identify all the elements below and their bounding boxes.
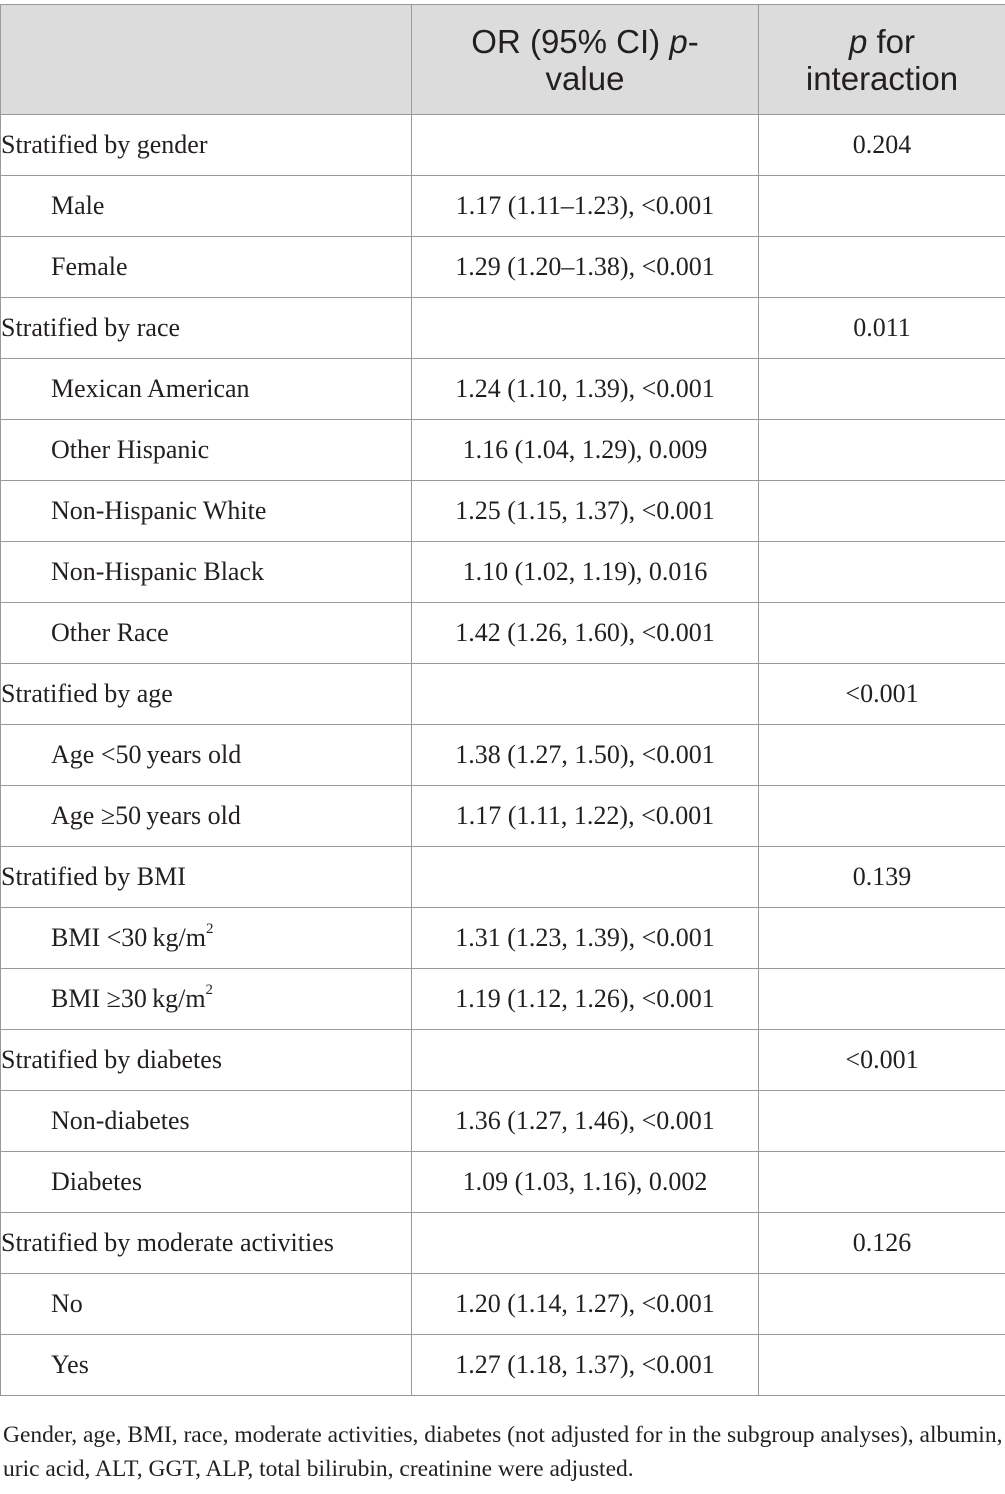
p-interaction-cell: 0.204 [759, 115, 1005, 176]
p-interaction-cell [759, 481, 1005, 542]
row-label: Stratified by gender [1, 130, 208, 159]
subgroup-label-cell [1, 176, 412, 237]
table-row [1, 603, 1005, 664]
header-or-line2: value [545, 59, 625, 97]
subgroup-label-cell [1, 359, 412, 420]
header-row [1, 5, 1005, 115]
table-row [1, 1091, 1005, 1152]
or-ci-p-cell: 1.27 (1.18, 1.37), <0.001 [412, 1335, 759, 1396]
header-pint-p: p [848, 22, 868, 60]
row-label: Age <50 years old [51, 740, 242, 769]
table-footnote: Gender, age, BMI, race, moderate activities, diabetes (not adjusted for in the subgroup analyses), albumin, uric acid, ALT, GGT, ALP, total bilirubin, creatinine were adjusted. [3, 1422, 1003, 1482]
table-row [1, 298, 1005, 359]
p-interaction-cell [759, 1152, 1005, 1213]
row-label: BMI ≥30 kg/m [51, 984, 206, 1013]
table-row [1, 725, 1005, 786]
row-label: Stratified by race [1, 313, 181, 342]
header-or-suffix: - [687, 22, 699, 60]
table-body [1, 115, 1005, 1396]
group-label-cell [1, 115, 412, 176]
or-ci-p-cell: 1.16 (1.04, 1.29), 0.009 [412, 420, 759, 481]
row-label: Other Race [51, 618, 169, 647]
or-ci-p-cell: 1.10 (1.02, 1.19), 0.016 [412, 542, 759, 603]
group-label-cell [1, 664, 412, 725]
subgroup-label-cell [1, 481, 412, 542]
or-ci-p-cell [412, 847, 759, 908]
subgroup-label-cell [1, 1152, 412, 1213]
p-interaction-cell: 0.126 [759, 1213, 1005, 1274]
table-row [1, 786, 1005, 847]
header-or-prefix: OR (95% CI) [471, 22, 670, 60]
row-label: Stratified by diabetes [1, 1045, 222, 1074]
table-row [1, 176, 1005, 237]
p-interaction-cell [759, 786, 1005, 847]
table-row [1, 420, 1005, 481]
or-ci-p-cell: 1.24 (1.10, 1.39), <0.001 [412, 359, 759, 420]
or-ci-p-cell: 1.20 (1.14, 1.27), <0.001 [412, 1274, 759, 1335]
row-label: No [51, 1289, 83, 1318]
p-interaction-cell [759, 969, 1005, 1030]
header-p-interaction-cell [759, 5, 1005, 115]
row-label: Non-Hispanic Black [51, 557, 265, 586]
row-label: Non-Hispanic White [51, 496, 267, 525]
p-interaction-cell [759, 420, 1005, 481]
or-ci-p-cell: 1.38 (1.27, 1.50), <0.001 [412, 725, 759, 786]
subgroup-label-cell [1, 1274, 412, 1335]
header-label-cell [1, 5, 412, 115]
or-ci-p-cell [412, 115, 759, 176]
group-label-cell [1, 1030, 412, 1091]
header-or-cell [412, 5, 759, 115]
or-ci-p-cell: 1.17 (1.11–1.23), <0.001 [412, 176, 759, 237]
table-row [1, 908, 1005, 969]
row-label-superscript: 2 [205, 921, 214, 937]
row-label: Age ≥50 years old [51, 801, 241, 830]
or-ci-p-cell [412, 298, 759, 359]
row-label: Stratified by moderate activities [1, 1228, 334, 1257]
table-row [1, 1213, 1005, 1274]
table-row [1, 481, 1005, 542]
p-interaction-cell [759, 359, 1005, 420]
p-interaction-cell [759, 542, 1005, 603]
or-ci-p-cell: 1.29 (1.20–1.38), <0.001 [412, 237, 759, 298]
table-row [1, 1335, 1005, 1396]
p-interaction-cell [759, 1274, 1005, 1335]
row-label: Yes [51, 1350, 89, 1379]
subgroup-label-cell [1, 603, 412, 664]
or-ci-p-cell: 1.36 (1.27, 1.46), <0.001 [412, 1091, 759, 1152]
p-interaction-cell: 0.011 [759, 298, 1005, 359]
header-pint-line2: interaction [805, 59, 959, 97]
p-interaction-cell [759, 725, 1005, 786]
row-label: Mexican American [51, 374, 250, 403]
or-ci-p-cell: 1.09 (1.03, 1.16), 0.002 [412, 1152, 759, 1213]
row-label: Diabetes [51, 1167, 142, 1196]
table-row [1, 359, 1005, 420]
subgroup-label-cell [1, 908, 412, 969]
table-row [1, 664, 1005, 725]
header-or-p: p [669, 22, 688, 60]
row-label: Female [51, 252, 128, 281]
p-interaction-cell [759, 1091, 1005, 1152]
row-label: Stratified by BMI [1, 862, 186, 891]
p-interaction-cell [759, 908, 1005, 969]
table-row [1, 969, 1005, 1030]
or-ci-p-cell: 1.42 (1.26, 1.60), <0.001 [412, 603, 759, 664]
or-ci-p-cell: 1.25 (1.15, 1.37), <0.001 [412, 481, 759, 542]
subgroup-label-cell [1, 725, 412, 786]
p-interaction-cell [759, 237, 1005, 298]
table-row [1, 847, 1005, 908]
subgroup-label-cell [1, 786, 412, 847]
subgroup-label-cell [1, 420, 412, 481]
p-interaction-cell: <0.001 [759, 664, 1005, 725]
group-label-cell [1, 847, 412, 908]
table-row [1, 1152, 1005, 1213]
table-row [1, 1030, 1005, 1091]
subgroup-label-cell [1, 1091, 412, 1152]
p-interaction-cell: 0.139 [759, 847, 1005, 908]
or-ci-p-cell [412, 664, 759, 725]
row-label-superscript: 2 [205, 982, 214, 998]
header-pint-suffix: for [867, 22, 916, 60]
or-ci-p-cell: 1.31 (1.23, 1.39), <0.001 [412, 908, 759, 969]
subgroup-analysis-table [0, 4, 1005, 1396]
row-label: Stratified by age [1, 679, 173, 708]
row-label: Other Hispanic [51, 435, 210, 464]
or-ci-p-cell: 1.17 (1.11, 1.22), <0.001 [412, 786, 759, 847]
row-label: BMI <30 kg/m [51, 923, 206, 952]
table-row [1, 115, 1005, 176]
table-row [1, 237, 1005, 298]
subgroup-label-cell [1, 969, 412, 1030]
or-ci-p-cell: 1.19 (1.12, 1.26), <0.001 [412, 969, 759, 1030]
p-interaction-cell: <0.001 [759, 1030, 1005, 1091]
row-label: Male [51, 191, 105, 220]
subgroup-label-cell [1, 237, 412, 298]
group-label-cell [1, 298, 412, 359]
subgroup-label-cell [1, 542, 412, 603]
table-row [1, 542, 1005, 603]
subgroup-label-cell [1, 1335, 412, 1396]
p-interaction-cell [759, 603, 1005, 664]
p-interaction-cell [759, 1335, 1005, 1396]
or-ci-p-cell [412, 1030, 759, 1091]
p-interaction-cell [759, 176, 1005, 237]
group-label-cell [1, 1213, 412, 1274]
or-ci-p-cell [412, 1213, 759, 1274]
row-label: Non-diabetes [51, 1106, 190, 1135]
table-row [1, 1274, 1005, 1335]
